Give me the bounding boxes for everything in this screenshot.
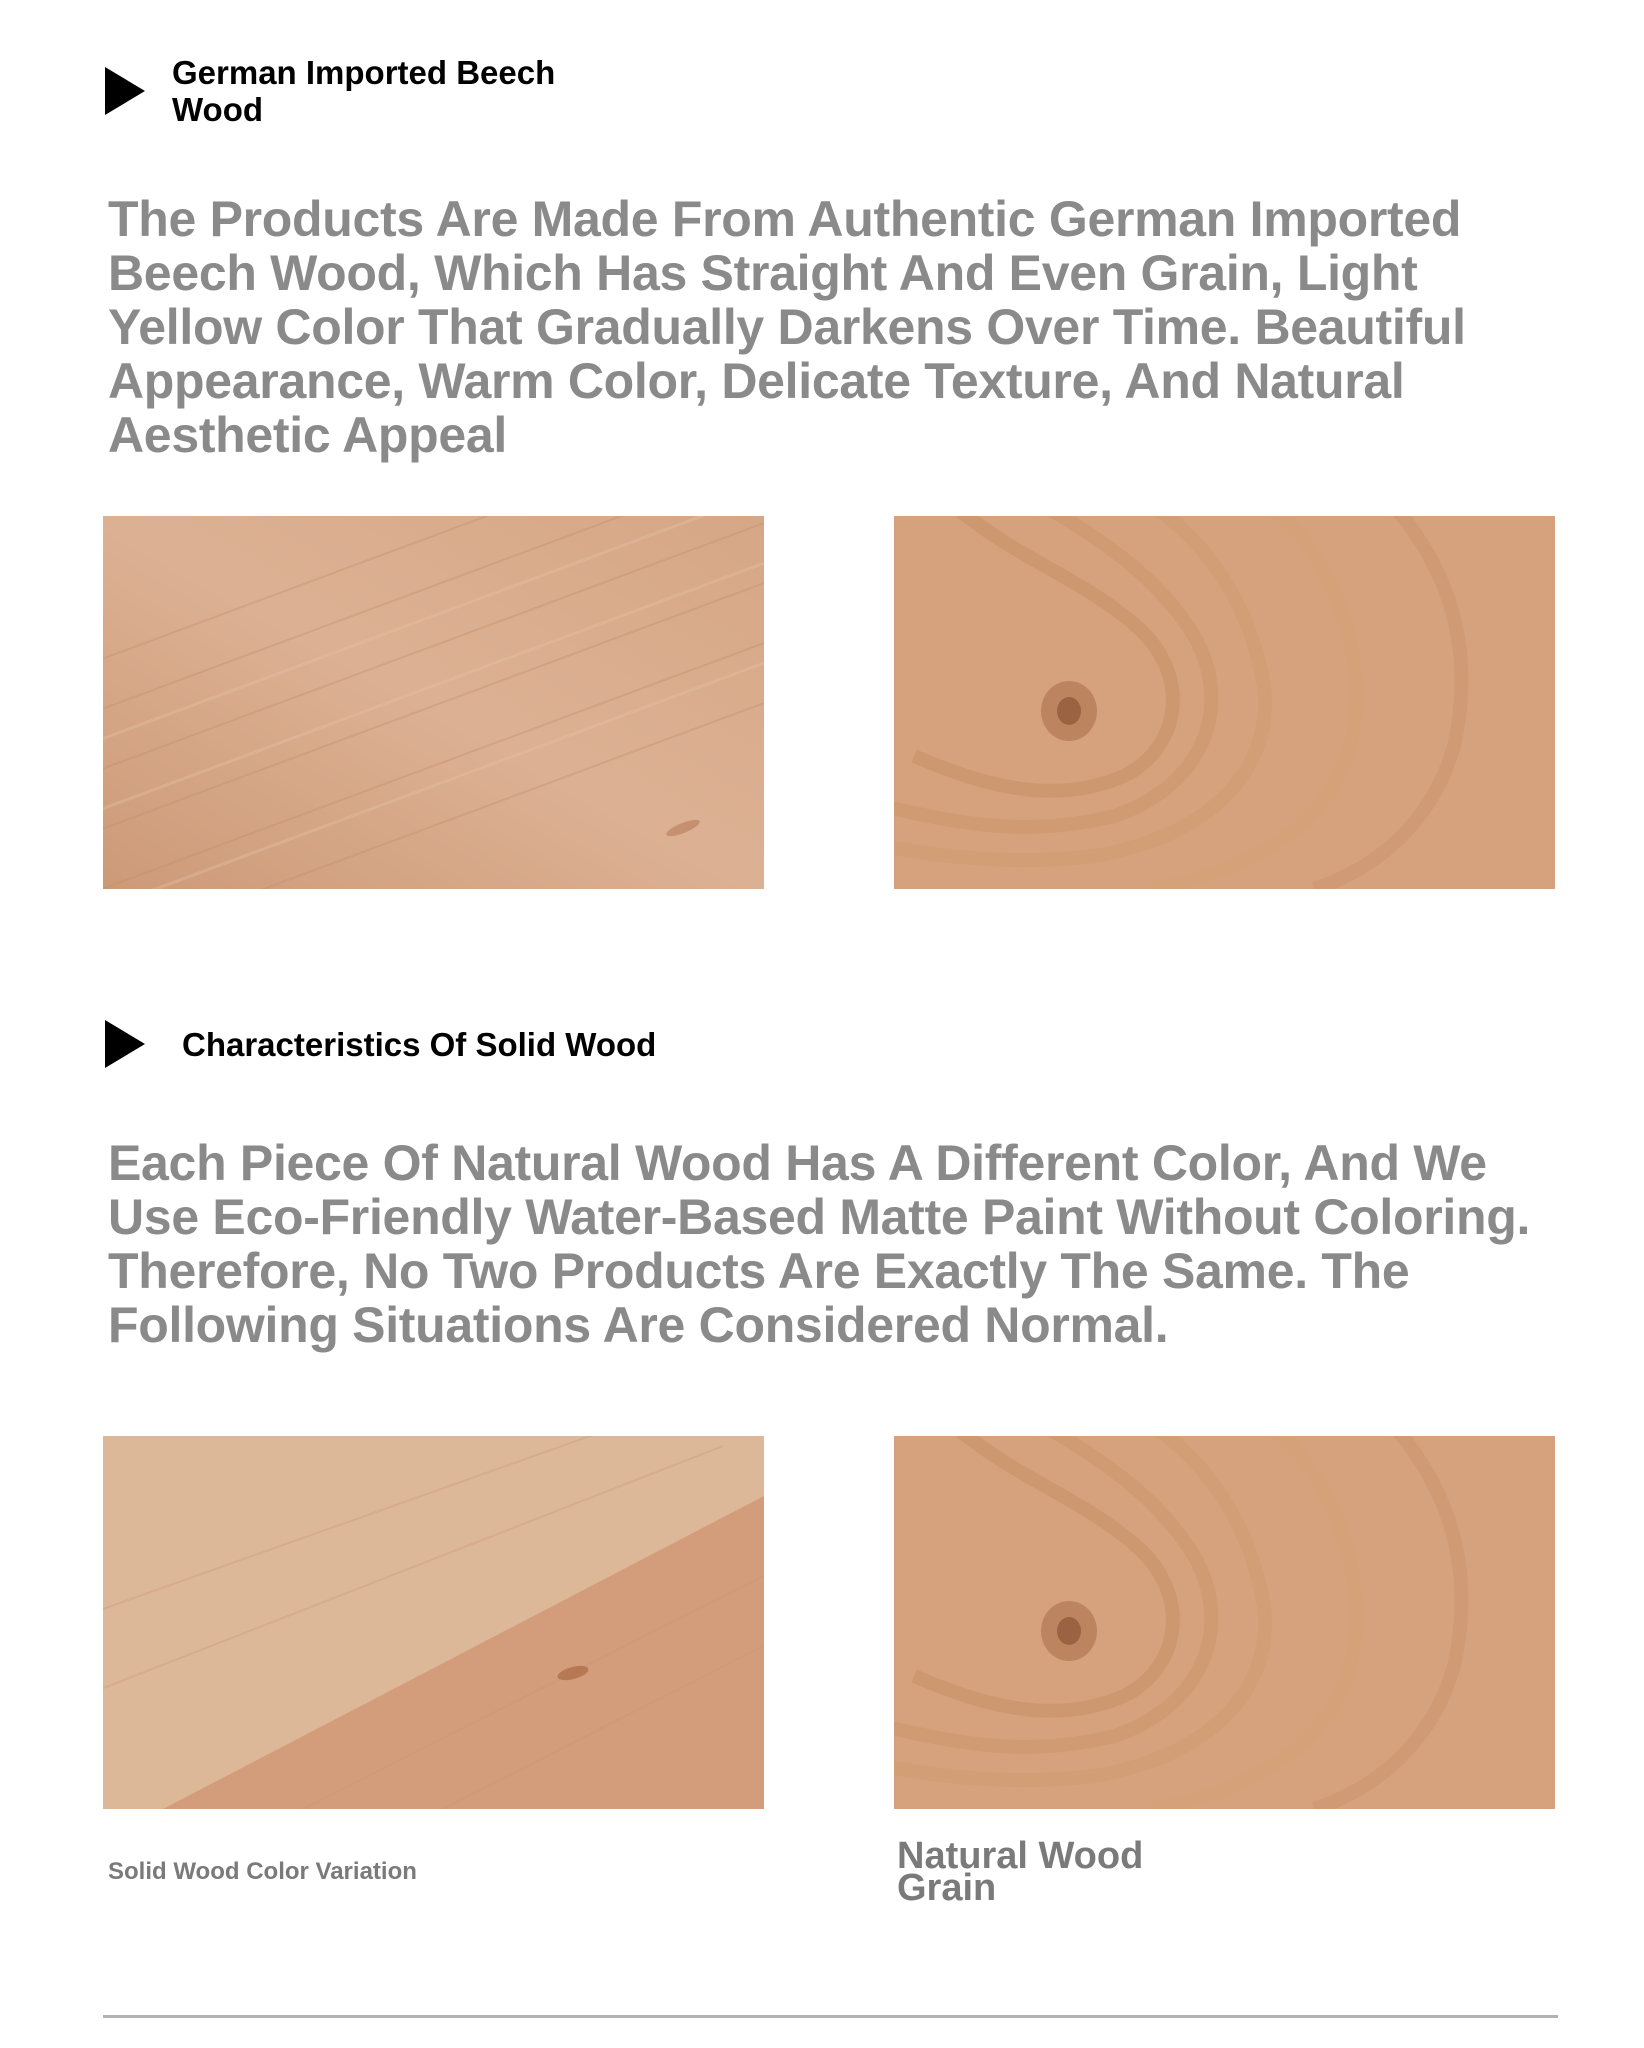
section-heading-solid-wood [105, 1020, 656, 1068]
section-heading-text: Characteristics Of Solid Wood [182, 1025, 657, 1063]
section-heading-text: German Imported Beech Wood [172, 54, 556, 128]
section-body-beech-wood: The Products Are Made From Authentic German Imported Beech Wood, Which Has Straight And Even Grain, Light Yellow Color That Gradually Darkens Over Time. Beautiful Appearance, Warm Color, Delicate Texture, And Natural Aesthetic Appeal [108, 191, 1466, 463]
section-heading-beech-wood [105, 54, 592, 128]
caption-color-variation: Solid Wood Color Variation [108, 1858, 417, 1885]
bottom-divider [103, 2015, 1558, 2018]
wood-photo-knot-grain [894, 516, 1555, 889]
section-body-solid-wood: Each Piece Of Natural Wood Has A Different Color, And We Use Eco-Friendly Water-Based Matte Paint Without Coloring. Therefore, No Two Products Are Exactly The Same. The Following Situations Are Considered Normal. [108, 1135, 1531, 1353]
caption-natural-grain: Natural Wood Grain [897, 1835, 1144, 1909]
play-triangle-icon [105, 67, 145, 115]
wood-photo-straight-grain [103, 516, 764, 889]
play-triangle-icon [105, 1020, 145, 1068]
wood-photo-natural-grain [894, 1436, 1555, 1809]
wood-photo-color-variation [103, 1436, 764, 1809]
